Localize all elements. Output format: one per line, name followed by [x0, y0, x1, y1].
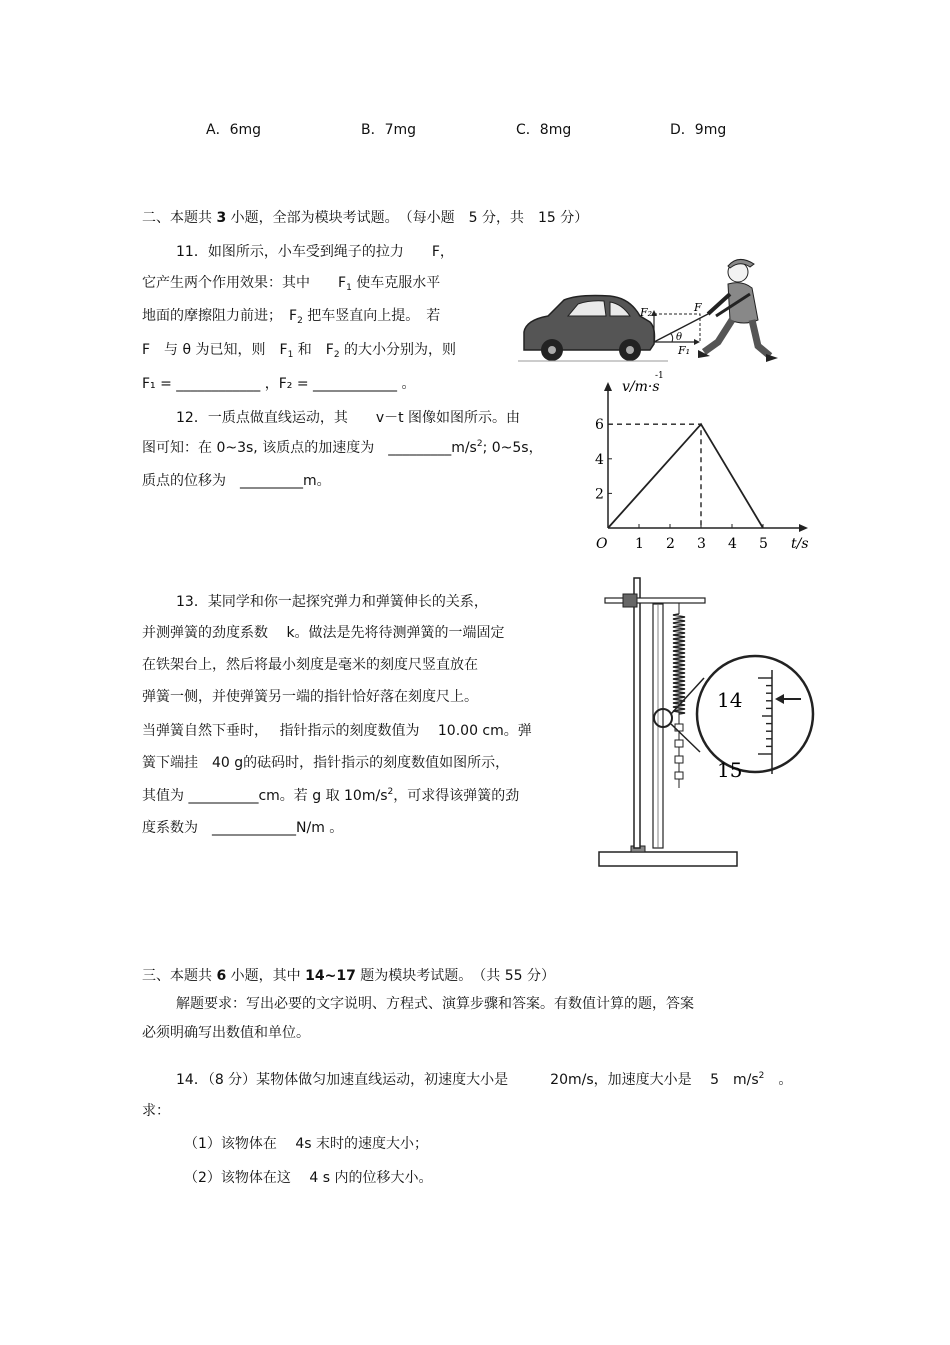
q13-line5: 当弹簧自然下垂时， 指针指示的刻度数值为 10.00 cm。弹: [142, 723, 532, 739]
x-tick-label-5: 5: [759, 536, 768, 552]
q13-line8: 度系数为 ____________N/m 。: [142, 820, 344, 836]
y-axis-arrow: [604, 382, 612, 391]
label-f: F: [694, 301, 702, 314]
spring-stand-figure: [595, 574, 815, 870]
x-tick-label-2: 2: [666, 536, 675, 552]
x-axis-label: t/s: [791, 536, 809, 552]
q11-line2: 它产生两个作用效果：其中 $F_1$ 使车克服水平: [142, 275, 441, 293]
man-illustration: [698, 259, 778, 362]
y-axis-label: v/m·s: [622, 379, 660, 395]
car-pull-figure: [518, 250, 778, 370]
origin-label: O: [596, 536, 608, 552]
q14-line2: 求：: [142, 1103, 170, 1119]
section2-heading: 二、本题共 3 小题，全部为模块考试题。 （每小题 5 分，共 15 分）: [142, 210, 589, 226]
x-axis-arrow: [799, 524, 808, 532]
x-tick-label-3: 3: [697, 536, 706, 552]
choice-c: C．8mg: [516, 122, 572, 138]
y-tick-label-6: 6: [595, 417, 604, 434]
q13-line3: 在铁架台上，然后将最小刻度是毫米的刻度尺竖直放在: [142, 657, 478, 673]
label-f1: F₁: [678, 344, 691, 357]
y-axis-label-exponent: -1: [655, 371, 664, 381]
y-tick-label-2: 2: [595, 486, 604, 503]
q13-line4: 弹簧一侧，并使弹簧另一端的指针恰好落在刻度尺上。: [142, 689, 478, 705]
label-theta: θ: [676, 332, 683, 343]
q14-sub2: （2）该物体在这 4 s 内的位移大小。: [184, 1170, 433, 1186]
q12-line1: 12．一质点做直线运动，其 v－t 图像如图所示。由: [176, 410, 521, 426]
q13-line6: 簧下端挂 40 g的砝码时，指针指示的刻度数值如图所示，: [142, 755, 510, 771]
q12-line2: 图可知：在 0~3s, 该质点的加速度为 $\_\_\_\_\_\_\_\_\_m/s^2$; 0~5s，: [142, 439, 543, 456]
x-tick-label-1: 1: [635, 536, 644, 552]
q11-answer-line: F₁ = ____________ ，F₂ = ____________ 。: [142, 376, 416, 392]
q14-sub1: （1）该物体在 4s 末时的速度大小；: [184, 1136, 429, 1152]
choice-b: B．7mg: [361, 122, 417, 138]
section3-requirement-1: 解题要求：写出必要的文字说明、方程式、演算步骤和答案。有数值计算的题，答案: [176, 996, 694, 1012]
q13-line2: 并测弹簧的劲度系数 k。做法是先将待测弹簧的一端固定: [142, 625, 505, 641]
section3-heading: 三、本题共 6 小题，其中 14~17 题为模块考试题。 （共 55 分）: [142, 968, 555, 984]
label-f2: F₂: [640, 306, 653, 319]
section3-requirement-2: 必须明确写出数值和单位。: [142, 1025, 310, 1041]
choice-a: A．6mg: [206, 122, 262, 138]
scale-14-label: 14: [717, 688, 743, 712]
q11-line1: 11．如图所示，小车受到绳子的拉力 F，: [176, 244, 454, 260]
vt-chart: [588, 370, 818, 555]
series-line-v: [608, 424, 763, 528]
choice-d: D．9mg: [670, 122, 727, 138]
q13-line7: 其值为 __________cm。若 g 取 $10m/s^2$，可求得该弹簧的劲: [142, 787, 520, 804]
spring: [673, 603, 685, 788]
q13-line1: 13．某同学和你一起探究弹力和弹簧伸长的关系，: [176, 594, 488, 610]
scale-15-label: 15: [717, 758, 743, 782]
y-tick-label-4: 4: [595, 451, 604, 468]
q12-line3: 质点的位移为 _________m。: [142, 473, 331, 489]
q11-line3: 地面的摩擦阻力前进； $F_2$ 把车竖直向上提。 若: [142, 308, 441, 326]
x-tick-label-4: 4: [728, 536, 737, 552]
q14-line1: 14．（8 分）某物体做匀加速直线运动，初速度大小是 20m/s，加速度大小是 5 $m/s^2$ 。: [176, 1071, 793, 1088]
q11-line4: F 与 θ 为已知，则 $F_1$ 和 $F_2$ 的大小分别为，则: [142, 342, 457, 360]
